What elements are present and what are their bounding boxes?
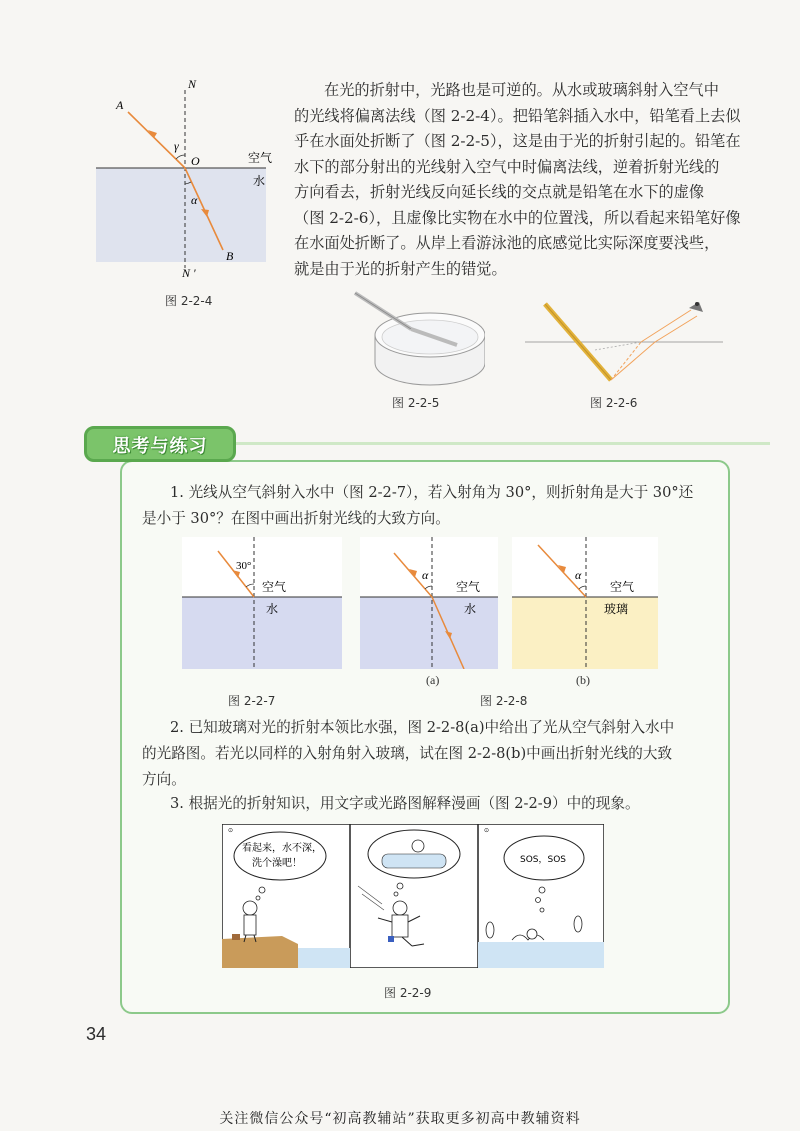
page-number: 34 xyxy=(86,1024,107,1044)
label-N: N xyxy=(188,77,197,91)
label-air: 空气 xyxy=(248,151,273,165)
sub-caption-b: (b) xyxy=(576,673,590,687)
banner-divider xyxy=(230,442,770,445)
q1-line: 是小于 30°？在图中画出折射光线的大致方向。 xyxy=(142,510,450,527)
alpha-label: α xyxy=(575,568,582,582)
para-line: 在光的折射中，光路也是可逆的。从水或玻璃斜射入空气中 xyxy=(324,81,719,99)
svg-text:⊙: ⊙ xyxy=(228,827,234,834)
question-1 xyxy=(142,480,712,532)
q2-line: 的光路图。若光以同样的入射角射入玻璃，试在图 2-2-8(b)中画出折射光线的大致 xyxy=(142,745,673,762)
caption-2-2-7: 图 2-2-7 xyxy=(228,694,276,708)
air-label: 空气 xyxy=(456,580,481,594)
caption-2-2-4: 图 2-2-4 xyxy=(165,294,213,308)
q1-line: 1. 光线从空气斜射入水中（图 2-2-7），若入射角为 30°，则折射角是大于 30°还 xyxy=(170,484,694,501)
glass-label: 玻璃 xyxy=(604,602,629,616)
water-label: 水 xyxy=(464,602,477,616)
para-line: 乎在水面处折断了（图 2-2-5），这是由于光的折射引起的。铅笔在 xyxy=(294,132,741,150)
exercise-banner xyxy=(84,426,236,462)
comic-speech-line-2: 洗个澡吧！ xyxy=(252,858,302,869)
figure-2-2-4 xyxy=(90,72,290,282)
caption-2-2-8: 图 2-2-8 xyxy=(480,694,528,708)
figure-2-2-6-pencil-refraction xyxy=(525,290,725,390)
question-2 xyxy=(142,715,712,793)
figure-2-2-5-pencil-dish xyxy=(345,285,485,395)
figure-2-2-9-comic xyxy=(222,824,604,968)
air-label: 空气 xyxy=(262,580,287,594)
caption-2-2-6: 图 2-2-6 xyxy=(590,396,638,410)
exercise-banner-title: 思考与练习 xyxy=(112,436,208,457)
q2-line: 方向。 xyxy=(142,771,186,788)
figure-2-2-7 xyxy=(182,537,342,669)
figure-2-2-8b xyxy=(512,537,658,669)
air-label: 空气 xyxy=(610,580,635,594)
label-B: B xyxy=(226,249,234,263)
figure-2-2-8a xyxy=(360,537,498,669)
para-line: 在水面处折断了。从岸上看游泳池的底感觉比实际深度要浅些， xyxy=(294,234,720,252)
comic-speech-line-1: 看起来，水不深， xyxy=(242,843,322,854)
angle-label: 30° xyxy=(236,560,252,572)
water-label: 水 xyxy=(266,602,279,616)
para-line: 就是由于光的折射产生的错觉。 xyxy=(294,259,507,278)
comic-sos-text: SOS，SOS xyxy=(520,855,567,865)
label-alpha: α xyxy=(191,193,198,207)
para-line: 水下的部分射出的光线射入空气中时偏离法线，逆着折射光线的 xyxy=(294,157,720,176)
label-gamma: γ xyxy=(174,139,179,153)
paragraph-refraction xyxy=(294,78,741,282)
question-3 xyxy=(170,791,710,817)
label-N-prime: N ' xyxy=(182,266,196,280)
q2-line: 2. 已知玻璃对光的折射本领比水强，图 2-2-8(a)中给出了光从空气斜射入水中 xyxy=(170,719,675,736)
footer-note: 关注微信公众号“初高教辅站”获取更多初高中教辅资料 xyxy=(219,1111,581,1127)
para-line: （图 2-2-6），且虚像比实物在水中的位置浅，所以看起来铅笔好像 xyxy=(294,208,741,227)
para-line: 的光线将偏离法线（图 2-2-4）。把铅笔斜插入水中，铅笔看上去似 xyxy=(294,106,741,125)
para-line: 方向看去，折射光线反向延长线的交点就是铅笔在水下的虚像 xyxy=(294,183,705,201)
q3-line: 3. 根据光的折射知识，用文字或光路图解释漫画（图 2-2-9）中的现象。 xyxy=(170,795,640,812)
svg-text:⊙: ⊙ xyxy=(484,827,490,834)
sub-caption-a: (a) xyxy=(426,673,440,687)
label-O: O xyxy=(191,154,200,168)
caption-2-2-9: 图 2-2-9 xyxy=(384,986,432,1000)
alpha-label: α xyxy=(422,568,429,582)
label-A: A xyxy=(116,98,124,112)
caption-2-2-5: 图 2-2-5 xyxy=(392,396,440,410)
label-water: 水 xyxy=(253,174,266,188)
